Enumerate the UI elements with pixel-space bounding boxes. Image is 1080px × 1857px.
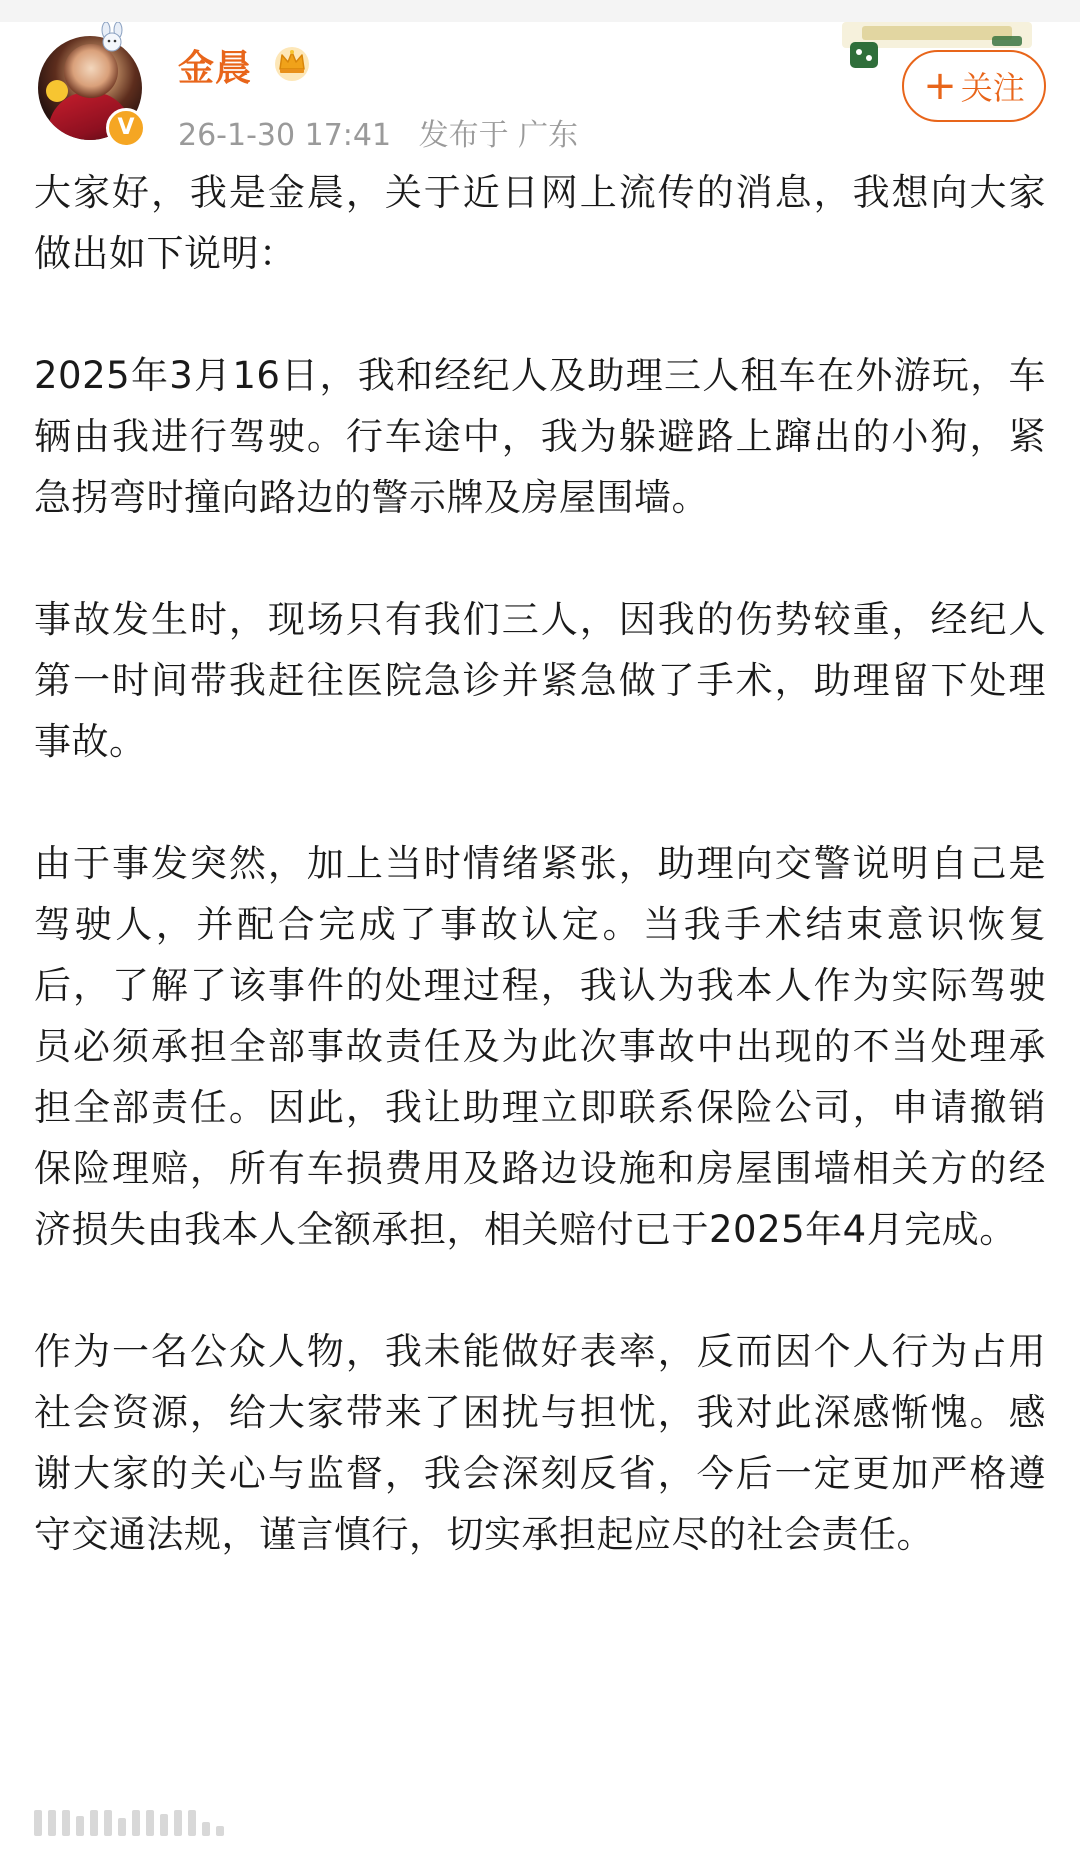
image-thumbnail-strip[interactable]	[34, 1800, 304, 1836]
plus-icon: +	[923, 63, 957, 109]
post-paragraph: 由于事发突然，加上当时情绪紧张，助理向交警说明自己是驾驶人，并配合完成了事故认定。当我手术结束意识恢复后，了解了该事件的处理过程，我认为我本人作为实际驾驶员必须承担全部事故责任及为此次事故中出现的不当处理承担全部责任。因此，我让助理立即联系保险公司，申请撤销保险理赔，所有车损费用及路边设施和房屋围墙相关方的经济损失由我本人全额承担，相关赔付已于2025年4月完成。	[34, 842, 1046, 1251]
post-paragraph: 2025年3月16日，我和经纪人及助理三人租车在外游玩，车辆由我进行驾驶。行车途中，我为躲避路上蹿出的小狗，紧急拐弯时撞向路边的警示牌及房屋围墙。	[34, 354, 1046, 519]
thumbnail-bar	[62, 1810, 70, 1836]
thumbnail-bar	[160, 1814, 168, 1836]
follow-button[interactable]	[902, 50, 1046, 122]
thumbnail-bar	[90, 1810, 98, 1836]
post-body	[34, 162, 1046, 1626]
avatar-accent	[46, 80, 68, 102]
thumbnail-bar	[188, 1810, 196, 1836]
post-paragraph: 作为一名公众人物，我未能做好表率，反而因个人行为占用社会资源，给大家带来了困扰与担忧，我对此深感惭愧。感谢大家的关心与监督，我会深刻反省，今后一定更加严格遵守交通法规，谨言慎行，切实承担起应尽的社会责任。	[34, 1330, 1046, 1556]
thumbnail-bar	[146, 1810, 154, 1836]
bunny-pendant-icon	[96, 22, 130, 52]
thumbnail-bar	[202, 1822, 210, 1836]
post-timestamp: 26-1-30 17:41	[178, 118, 392, 153]
post-paragraph: 事故发生时，现场只有我们三人，因我的伤势较重，经纪人第一时间带我赶往医院急诊并紧急做了手术，助理留下处理事故。	[34, 598, 1046, 763]
post-header	[0, 22, 1080, 152]
top-strip	[0, 0, 1080, 22]
thumbnail-bar	[216, 1826, 224, 1836]
post-location: 发布于 广东	[418, 118, 579, 153]
thumbnail-bar	[104, 1810, 112, 1836]
thumbnail-bar	[48, 1810, 56, 1836]
thumbnail-bar	[132, 1810, 140, 1836]
post-meta	[178, 110, 596, 154]
crown-icon	[272, 42, 312, 82]
thumbnail-bar	[34, 1810, 42, 1836]
thumbnail-bar	[174, 1810, 182, 1836]
verified-badge-icon: V	[106, 108, 146, 148]
avatar-figure	[64, 44, 118, 98]
follow-button-label: 关注	[960, 69, 1025, 107]
thumbnail-bar	[76, 1816, 84, 1836]
thumbnail-bar	[118, 1818, 126, 1836]
post-paragraph: 大家好，我是金晨，关于近日网上流传的消息，我想向大家做出如下说明：	[34, 171, 1046, 275]
author-name[interactable]: 金晨	[178, 48, 253, 89]
